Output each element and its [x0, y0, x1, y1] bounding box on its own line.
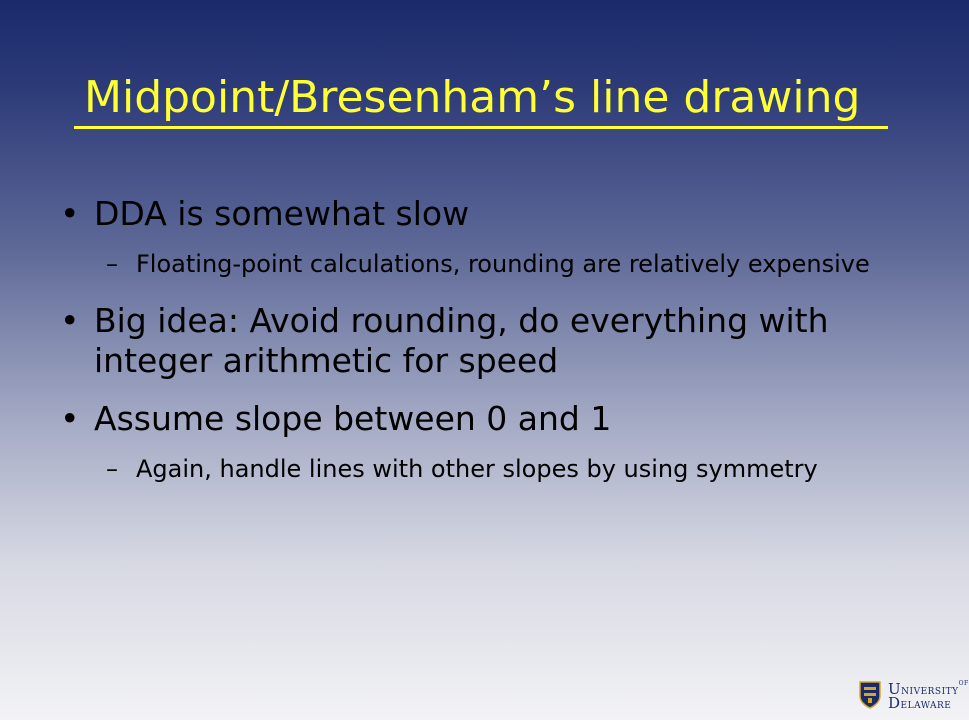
dash-marker: –: [106, 455, 118, 483]
sub-bullet-list: [94, 453, 920, 486]
bullet-text: Assume slope between 0 and 1: [94, 399, 612, 438]
sub-bullet-text: Floating-point calculations, rounding are relatively expensive: [136, 250, 870, 278]
bullet-item: [60, 399, 920, 486]
title-underline: [74, 126, 888, 129]
dash-marker: –: [106, 250, 118, 278]
sub-bullet-item: [94, 453, 920, 486]
logo-delaware-text: [888, 694, 951, 712]
logo-univ-rest: NIVERSITY: [901, 687, 959, 697]
sub-bullet-list: [94, 248, 920, 281]
bullet-item: [60, 194, 920, 281]
university-logo: [858, 678, 969, 714]
bullet-text: Big idea: Avoid rounding, do everything with integer arithmetic for speed: [94, 301, 829, 380]
university-seal-icon: [858, 680, 882, 710]
logo-of-text: OF: [958, 680, 969, 687]
bullet-text: DDA is somewhat slow: [94, 194, 470, 233]
logo-dela-rest: ELAWARE: [900, 701, 952, 711]
bullet-marker: •: [60, 399, 80, 438]
slide-title: Midpoint/Bresenham’s line drawing: [84, 72, 861, 123]
logo-univ-initial: U: [888, 680, 902, 698]
logo-dela-initial: D: [888, 694, 901, 712]
bullet-list: [60, 194, 920, 486]
bullet-marker: •: [60, 301, 80, 340]
bullet-item: [60, 301, 920, 381]
bullet-marker: •: [60, 194, 80, 233]
sub-bullet-text: Again, handle lines with other slopes by using symmetry: [136, 455, 818, 483]
sub-bullet-item: [94, 248, 920, 281]
